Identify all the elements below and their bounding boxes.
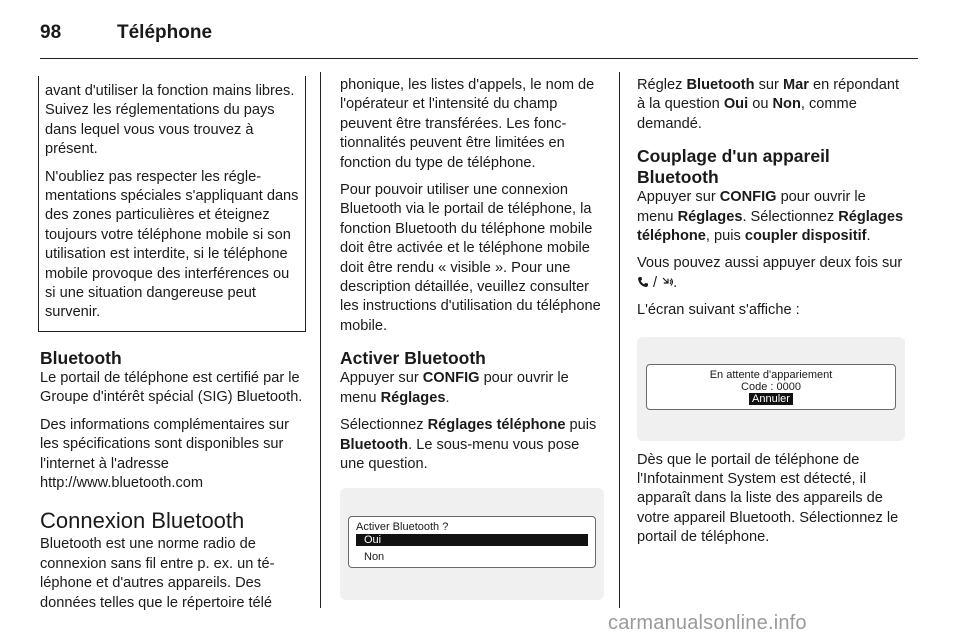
- pairing-wait-text: En attente d'appariement: [709, 368, 833, 381]
- settings-menu-name: Réglages: [380, 389, 446, 406]
- screen-display: [348, 516, 596, 568]
- pairing-paragraph-3: L'écran suivant s'affiche :: [637, 302, 800, 319]
- page-title: Téléphone: [117, 22, 213, 43]
- column-1: [40, 76, 306, 621]
- config-key: CONFIG: [422, 370, 480, 387]
- col2-paragraph-1: phonique, les listes d'appels, le nom de l'opérateur et l'intensité du champ peuvent être transférées. Les fonctionnalités peuvent être limitées en fonction du type de téléphone.: [340, 77, 595, 171]
- text: .: [866, 228, 871, 245]
- page-number: 98: [40, 22, 62, 43]
- text: . Sélectionnez: [742, 208, 839, 225]
- text: .: [445, 389, 450, 406]
- pairing-heading: Couplage d'un appareil Bluetooth: [637, 146, 830, 188]
- column-3: [637, 76, 905, 556]
- yes-value: Oui: [723, 96, 749, 113]
- page-header: [40, 18, 918, 58]
- settings-menu-name: Réglages: [677, 208, 743, 225]
- bluetooth-paragraph-1: Le portail de téléphone est certifié par le Groupe d'intérêt spécial (SIG) Bluetooth.: [40, 369, 303, 406]
- warning-paragraph-1: avant d'utiliser la fonction mains libres. Suivez les réglementations du pays dans lequel vous vous trouvez à présent.: [45, 83, 295, 158]
- bluetooth-menu-name: Bluetooth: [340, 436, 409, 453]
- pairing-wait-screen: [637, 337, 905, 441]
- connection-heading: Connexion Bluetooth: [40, 508, 245, 534]
- phone-hangup-icon: [661, 276, 673, 288]
- header-divider: [40, 58, 918, 59]
- bluetooth-setting: Bluetooth: [686, 77, 755, 93]
- phone-settings-menu-name: Réglages téléphone: [427, 417, 566, 434]
- activate-paragraph-2: [340, 416, 604, 474]
- connection-paragraph-1: Bluetooth est une norme radio de connexion sans fil entre p. ex. un téléphone et d'autres appareils. Des données telles que le répertoire télé: [40, 536, 275, 611]
- text: .: [673, 274, 678, 291]
- text: , comme demandé.: [637, 96, 857, 132]
- text: en répondant à la question: [637, 77, 899, 113]
- warning-box: [38, 76, 306, 332]
- pair-device-menu-name: coupler dispositif: [744, 228, 867, 245]
- text: Appuyer sur: [340, 370, 423, 387]
- text: puis: [565, 417, 597, 434]
- activate-bluetooth-screen: [340, 488, 604, 600]
- phone-icon: [637, 276, 649, 288]
- option-no[interactable]: Non: [364, 551, 385, 564]
- pairing-paragraph-1: [637, 188, 905, 246]
- text: /: [649, 274, 662, 291]
- text: Sélectionnez: [340, 417, 428, 434]
- screen-question: Activer Bluetooth ?: [356, 521, 449, 534]
- text: ou: [748, 96, 773, 113]
- text: Réglez: [637, 77, 687, 93]
- bluetooth-url: http://www.bluetooth.com: [40, 474, 204, 491]
- activate-paragraph-1: [340, 369, 604, 408]
- column-2: [340, 76, 604, 600]
- warning-paragraph-2: N'oubliez pas respecter les réglementations spéciales s'appliquant dans des zones particulières et éteignez toujours votre téléphone mobile si son utilisation est interdite, si le téléphone mobile provoque des interférences ou si une situation dangereuse peut survenir.: [45, 168, 299, 321]
- col2-paragraph-2: Pour pouvoir utiliser une connexion Bluetooth via le portail de téléphone, la fonction Bluetooth du téléphone mobile doit être activée et le téléphone mobile doit être rendu « visible ». Pour une description détaillée, veuillez consulter les instructions d'utilisation du téléphone mobile.: [340, 182, 601, 334]
- screen-display: [646, 364, 896, 410]
- column-divider-1: [320, 72, 321, 608]
- text: pour ouvrir le menu: [340, 370, 569, 406]
- activate-bluetooth-heading: Activer Bluetooth: [340, 348, 486, 369]
- bluetooth-paragraph-2-text: Des informations complémentaires sur les spécifications sont disponibles sur l'internet à l'adresse: [40, 416, 289, 472]
- watermark: carmanualsonline.info: [608, 612, 807, 634]
- text: Appuyer sur: [637, 189, 720, 206]
- option-yes[interactable]: Oui: [356, 534, 588, 546]
- text: pour ouvrir le menu: [637, 189, 866, 225]
- on-value: Mar: [782, 77, 809, 93]
- bluetooth-paragraph-2: [40, 416, 306, 494]
- column-divider-2: [619, 72, 620, 608]
- text: . Le sous-menu vous pose une question.: [340, 436, 580, 472]
- no-value: Non: [772, 96, 801, 113]
- pairing-paragraph-4: Dès que le portail de téléphone de l'Infotainment System est détecté, il apparaît dans la liste des appareils de votre appareil Bluetooth. Sélectionnez le portail de téléphone.: [637, 451, 899, 546]
- text: Vous pouvez aussi appuyer deux fois sur: [637, 255, 903, 272]
- phone-settings-menu-name: Réglages téléphone: [637, 208, 904, 245]
- config-key: CONFIG: [719, 189, 777, 206]
- bluetooth-heading: Bluetooth: [40, 347, 122, 368]
- text: sur: [754, 77, 783, 93]
- pairing-code: Code : 0000: [741, 380, 801, 393]
- text: , puis: [705, 228, 745, 245]
- col3-paragraph-1: [637, 76, 905, 134]
- pairing-paragraph-2: [637, 254, 905, 293]
- cancel-button[interactable]: Annuler: [749, 393, 793, 405]
